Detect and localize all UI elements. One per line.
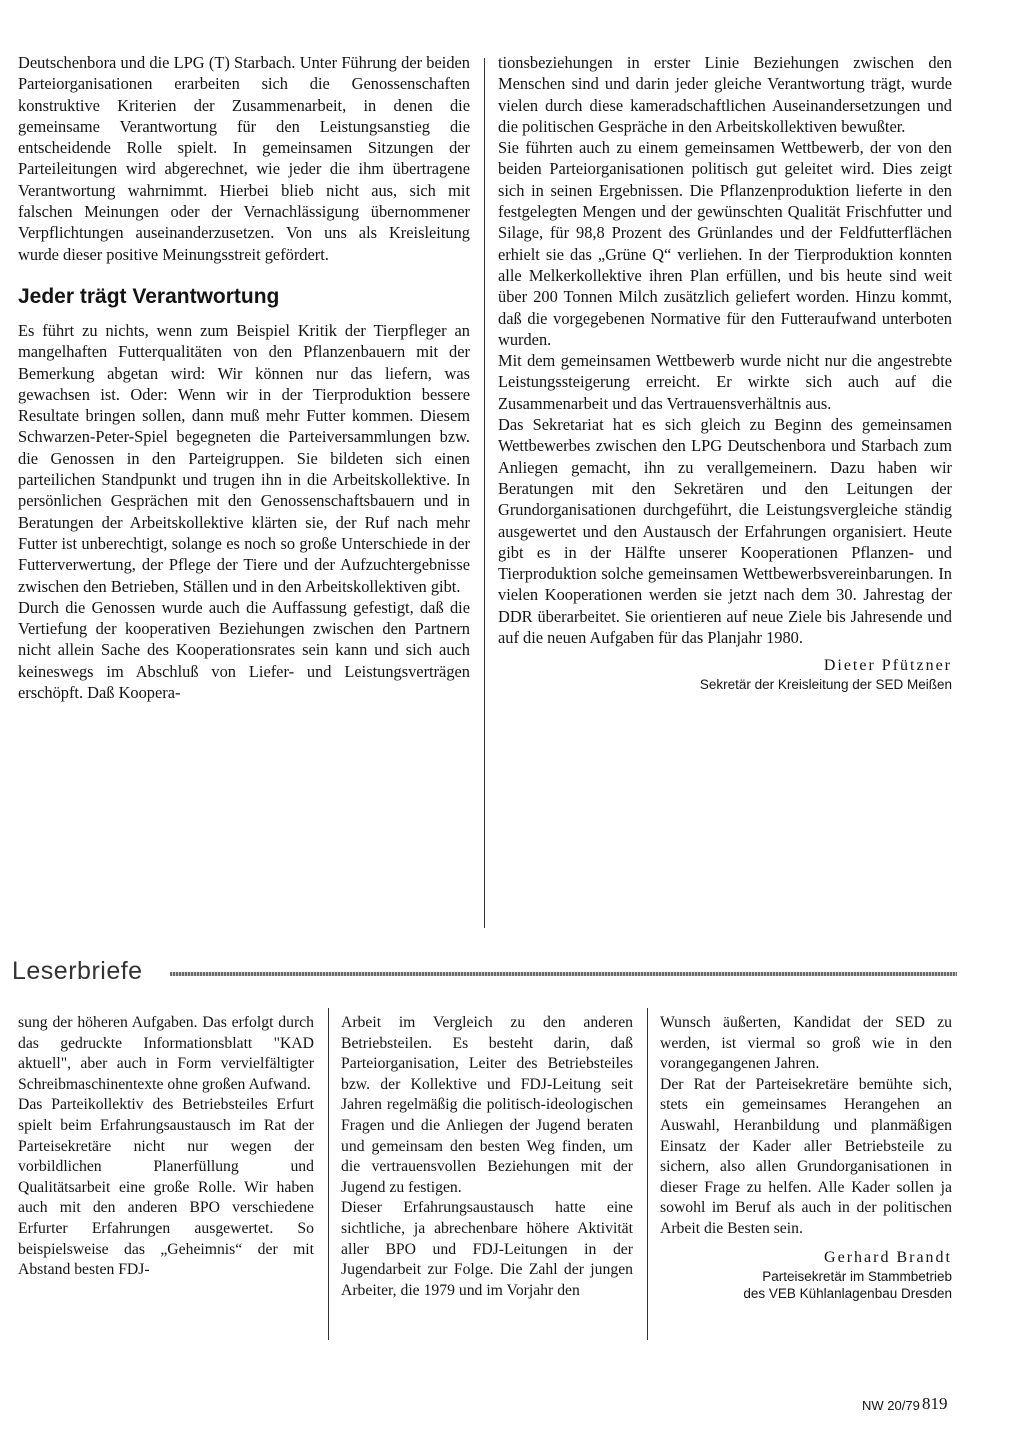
- article-paragraph: Durch die Genossen wurde auch die Auffassung gefestigt, daß die Vertiefung der kooperativen Beziehungen zwischen den Partnern nicht allein Sache des Kooperationsrates sein kann und sich auch keineswegs im Abschluß von Liefer- und Leistungsverträgen erschöpft. Daß Koopera-: [18, 597, 470, 703]
- article-column-1: [18, 52, 470, 703]
- letter-author-role: des VEB Kühlanlagenbau Dresden: [743, 1285, 952, 1301]
- letter-paragraph: sung der höheren Aufgaben. Das erfolgt durch das gedruckte Informationsblatt "KAD aktuell", aber auch in Form vervielfältigter Schreibmaschinentexte ohne großen Aufwand.: [18, 1014, 314, 1093]
- section-header: [12, 957, 957, 989]
- letter-author-name: Gerhard Brandt: [824, 1248, 952, 1266]
- article-paragraph: Sie führten auch zu einem gemeinsamen Wettbewerb, der von den beiden Parteiorganisationen politisch gut geleitet wird. Dies zeigt sich in seinen Ergebnissen. Die Pflanzenproduktion lieferte in den festgelegten Mengen und der gewünschten Qualität Frischfutter und Silage, für 98,8 Prozent des Grünlandes und der Feldfutterflächen erhielt sie das „Grüne Q“ verliehen. In der Tierproduktion konnten alle Melkerkollektive ihren Plan erfüllen, und bis heute sind weit über 200 Tonnen Milch zusätzlich geliefert worden. Hinzu kommt, daß die vorgegebenen Normative für den Futteraufwand unterboten wurden.: [498, 138, 952, 349]
- page-number: 819: [922, 1394, 948, 1413]
- article-column-2: [498, 52, 952, 693]
- article-heading: Jeder trägt Verantwortung: [18, 284, 280, 308]
- article-paragraph: Mit dem gemeinsamen Wettbewerb wurde nicht nur die angestrebte Leistungssteigerung erreicht. Er wirkte sich auch auf die Zusammenarbeit und das Vertrauensverhältnis aus.: [498, 351, 952, 413]
- letters-column-2: [341, 1013, 633, 1301]
- letter-paragraph: Arbeit im Vergleich zu den anderen Betriebsteilen. Es besteht darin, daß Parteiorganisation, Leiter des Betriebsteiles bzw. der Kollektive und FDJ-Leitung seit Jahren regelmäßig die politisch-ideologischen Fragen und die Anliegen der Jugend beraten und gemeinsam den besten Weg finden, um die vertrauensvollen Beziehungen mit der Jugend zu festigen.: [341, 1014, 633, 1196]
- column-divider: [328, 1008, 329, 1340]
- article-author-role: Sekretär der Kreisleitung der SED Meißen: [699, 677, 952, 693]
- letters-column-3: [660, 1013, 952, 1302]
- letter-author-role: Parteisekretär im Stammbetrieb: [762, 1268, 952, 1284]
- column-divider: [484, 58, 485, 928]
- article-paragraph: Das Sekretariat hat es sich gleich zu Beginn des gemeinsamen Wettbewerbes zwischen den LPG Deutschenbora und Starbach zum Anliegen gemacht, ihn zu verallgemeinern. Dazu haben wir Beratungen mit den Sekretären und den Leitungen der Grundorganisationen durchgeführt, die Leistungsvergleiche ständig ausgewertet und den Austausch der Erfahrungen organisiert. Heute gibt es in der Hälfte unserer Kooperationen Pflanzen- und Tierproduktion solche gemeinsamen Wettbewerbsvereinbarungen. In vielen Kooperationen werden sie jetzt nach dem 30. Jahrestag der DDR überarbeitet. Sie orientieren auf neue Ziele bis Jahresende und auf die neuen Aufgaben für das Planjahr 1980.: [498, 415, 952, 648]
- letter-paragraph: Wunsch äußerten, Kandidat der SED zu werden, ist viermal so groß wie in den vorangegangenen Jahren.: [660, 1014, 952, 1073]
- article-paragraph: Es führt zu nichts, wenn zum Beispiel Kritik der Tierpfleger an mangelhaften Futterqualitäten von den Pflanzenbauern mit der Bemerkung abgetan wird: Wir können nur das liefern, was gewachsen ist. Oder: Wenn wir in der Tierproduktion bessere Resultate bringen sollen, dann muß mehr Futter kommen. Diesem Schwarzen-Peter-Spiel begegneten die Parteiversammlungen bzw. die Genossen in den Parteigruppen. Sie bildeten sich einen parteilichen Standpunkt und trugen ihn in die Arbeitskollektive. In persönlichen Gesprächen mit den Genossenschaftsbauern und in Beratungen der Arbeitskollektive klärten sie, der Ruf nach mehr Futter ist unberechtigt, solange es noch so große Unterschiede in der Futterverwertung, der Pflege der Tiere und der Aufzuchtergebnisse zwischen den Betrieben, Ställen und in den Arbeitskollektiven gibt.: [18, 320, 470, 596]
- letter-paragraph: Der Rat der Parteisekretäre bemühte sich, stets ein gemeinsames Herangehen an Auswahl, Heranbildung und planmäßigen Einsatz der Kader aller Betriebsteile zu sichern, also allen Grundorganisationen in dieser Frage zu helfen. Alle Kader sollen ja sowohl im Beruf als auch in der politischen Arbeit die Besten sein.: [660, 1075, 952, 1237]
- section-rule: [170, 972, 957, 976]
- article-paragraph: tionsbeziehungen in erster Linie Beziehungen zwischen den Menschen sind und darin jeder gleiche Verantwortung trägt, wurde vielen durch diese kameradschaftlichen Auseinandersetzungen und die politischen Gespräche in den Arbeitskollektiven bewußter.: [498, 53, 952, 136]
- letter-paragraph: Das Parteikollektiv des Betriebsteiles Erfurt spielt beim Erfahrungsaustausch im Rat der Parteisekretäre nicht nur wegen der vorbildlichen Planerfüllung und Qualitätsarbeit eine große Rolle. Wir haben auch mit den anderen BPO verschiedene Erfurter Erfahrungen ausgewertet. So beispielsweise das „Geheimnis“ der mit Abstand besten FDJ-: [18, 1096, 314, 1279]
- column-divider: [647, 1008, 648, 1340]
- article-paragraph: Deutschenbora und die LPG (T) Starbach. Unter Führung der beiden Parteiorganisationen erarbeiten sich die Genossenschaften konstruktive Kriterien der Zusammenarbeit, in denen die gemeinsame Verantwortung für den Leistungsanstieg die entscheidende Rolle spielt. In gemeinsamen Sitzungen der Parteileitungen wird abgerechnet, wie jeder die ihm übertragene Verantwortung wahrnimmt. Hierbei blieb nicht aus, sich mit falschen Meinungen oder der Vernachlässigung übernommener Verpflichtungen auseinanderzusetzen. Von uns als Kreisleitung wurde dieser positive Meinungsstreit gefördert.: [18, 53, 470, 264]
- section-title: Leserbriefe: [12, 957, 143, 985]
- issue-number: NW 20/79: [862, 1398, 920, 1413]
- letters-column-1: [18, 1013, 314, 1281]
- article-author-name: Dieter Pfützner: [823, 657, 952, 675]
- letter-paragraph: Dieser Erfahrungsaustausch hatte eine sichtliche, ja abrechenbare höhere Aktivität aller BPO und FDJ-Leitungen in der Jugendarbeit zur Folge. Die Zahl der jungen Arbeiter, die 1979 und im Vorjahr den: [341, 1199, 633, 1299]
